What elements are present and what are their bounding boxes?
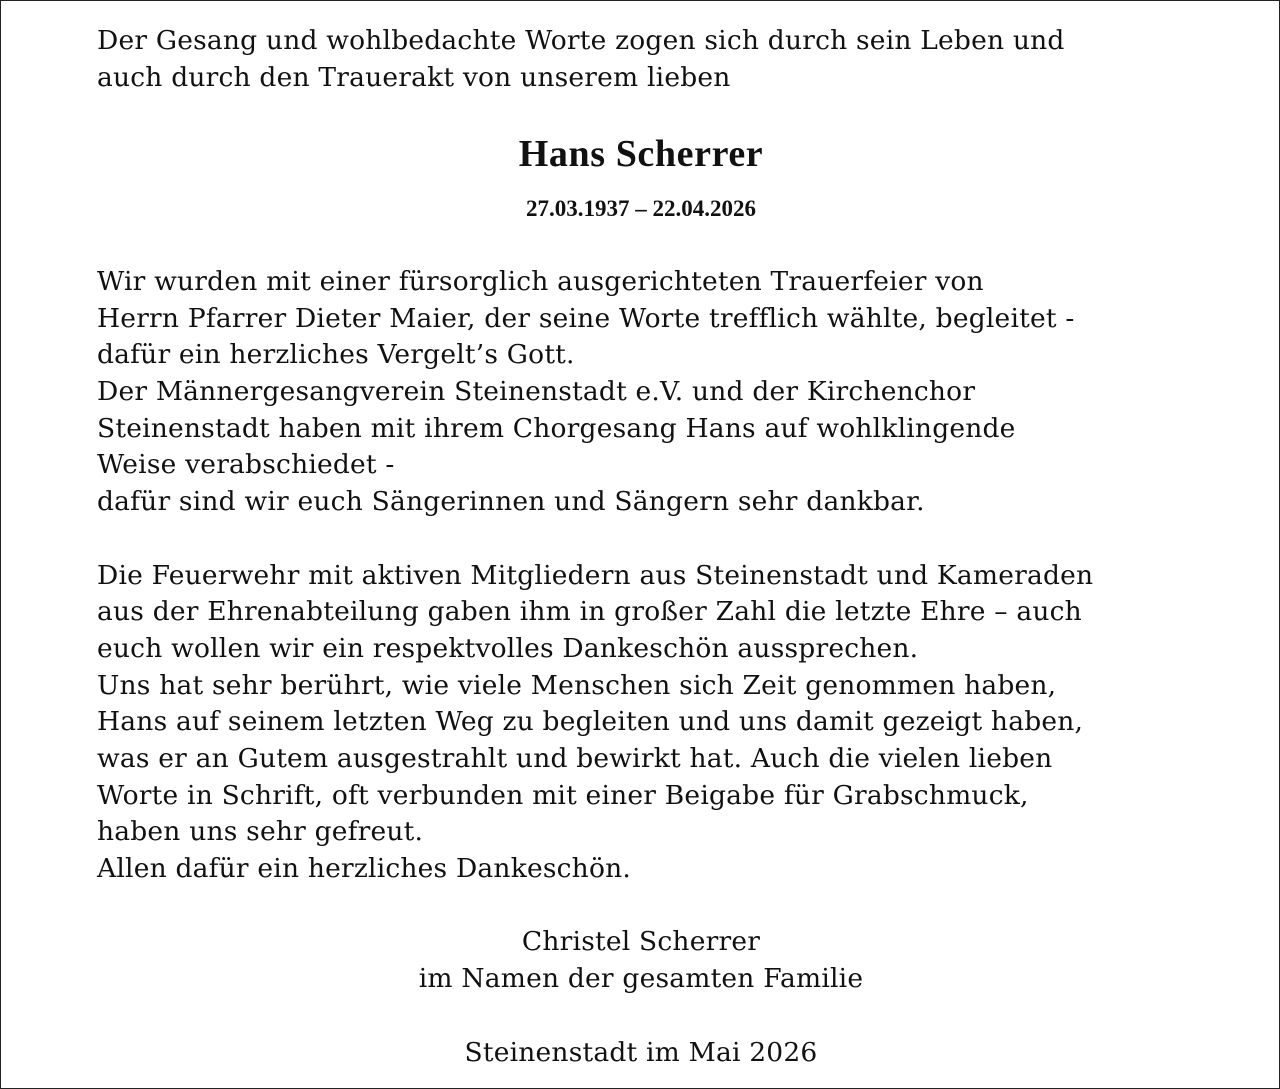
paragraph1-line-3: dafür ein herzliches Vergelt’s Gott.	[97, 339, 575, 370]
paragraph1-line-2: Herrn Pfarrer Dieter Maier, der seine Worte trefflich wählte, begleitet -	[97, 303, 1075, 334]
paragraph2-line-1: Die Feuerwehr mit aktiven Mitgliedern aus Steinenstadt und Kameraden	[97, 560, 1094, 591]
paragraph2-line-8: haben uns sehr gefreut.	[97, 816, 424, 847]
paragraph2-line-6: was er an Gutem ausgestrahlt und bewirkt hat. Auch die vielen lieben	[97, 743, 1053, 774]
paragraph2-line-5: Hans auf seinem letzten Weg zu begleiten und uns damit gezeigt haben,	[97, 706, 1084, 737]
paragraph2-line-4: Uns hat sehr berührt, wie viele Menschen sich Zeit genommen haben,	[97, 670, 1057, 701]
paragraph1-line-1: Wir wurden mit einer fürsorglich ausgerichteten Trauerfeier von	[97, 266, 984, 297]
paragraph2-line-9: Allen dafür ein herzliches Dankeschön.	[97, 853, 631, 884]
paragraph2-line-7: Worte in Schrift, oft verbunden mit einer Beigabe für Grabschmuck,	[97, 780, 1029, 811]
paragraph2-line-2: aus der Ehrenabteilung gaben ihm in großer Zahl die letzte Ehre – auch	[97, 596, 1082, 627]
deceased-name: Hans Scherrer	[518, 133, 764, 175]
signature-family: im Namen der gesamten Familie	[418, 963, 864, 994]
paragraph1-line-4: Der Männergesangverein Steinenstadt e.V. und der Kirchenchor	[97, 376, 976, 407]
life-dates: 27.03.1937 – 22.04.2026	[526, 196, 756, 221]
signature-name: Christel Scherrer	[521, 926, 761, 957]
intro-line-1: Der Gesang und wohlbedachte Worte zogen sich durch sein Leben und	[97, 25, 1065, 56]
paragraph2-line-3: euch wollen wir ein respektvolles Dankeschön aussprechen.	[97, 633, 919, 664]
paragraph1-line-5: Steinenstadt haben mit ihrem Chorgesang Hans auf wohlklingende	[97, 413, 1016, 444]
place-and-date: Steinenstadt im Mai 2026	[464, 1037, 818, 1068]
paragraph1-line-7: dafür sind wir euch Sängerinnen und Sängern sehr dankbar.	[97, 486, 925, 517]
intro-line-2: auch durch den Trauerakt von unserem lieben	[97, 62, 731, 93]
paragraph1-line-6: Weise verabschiedet -	[97, 449, 395, 480]
